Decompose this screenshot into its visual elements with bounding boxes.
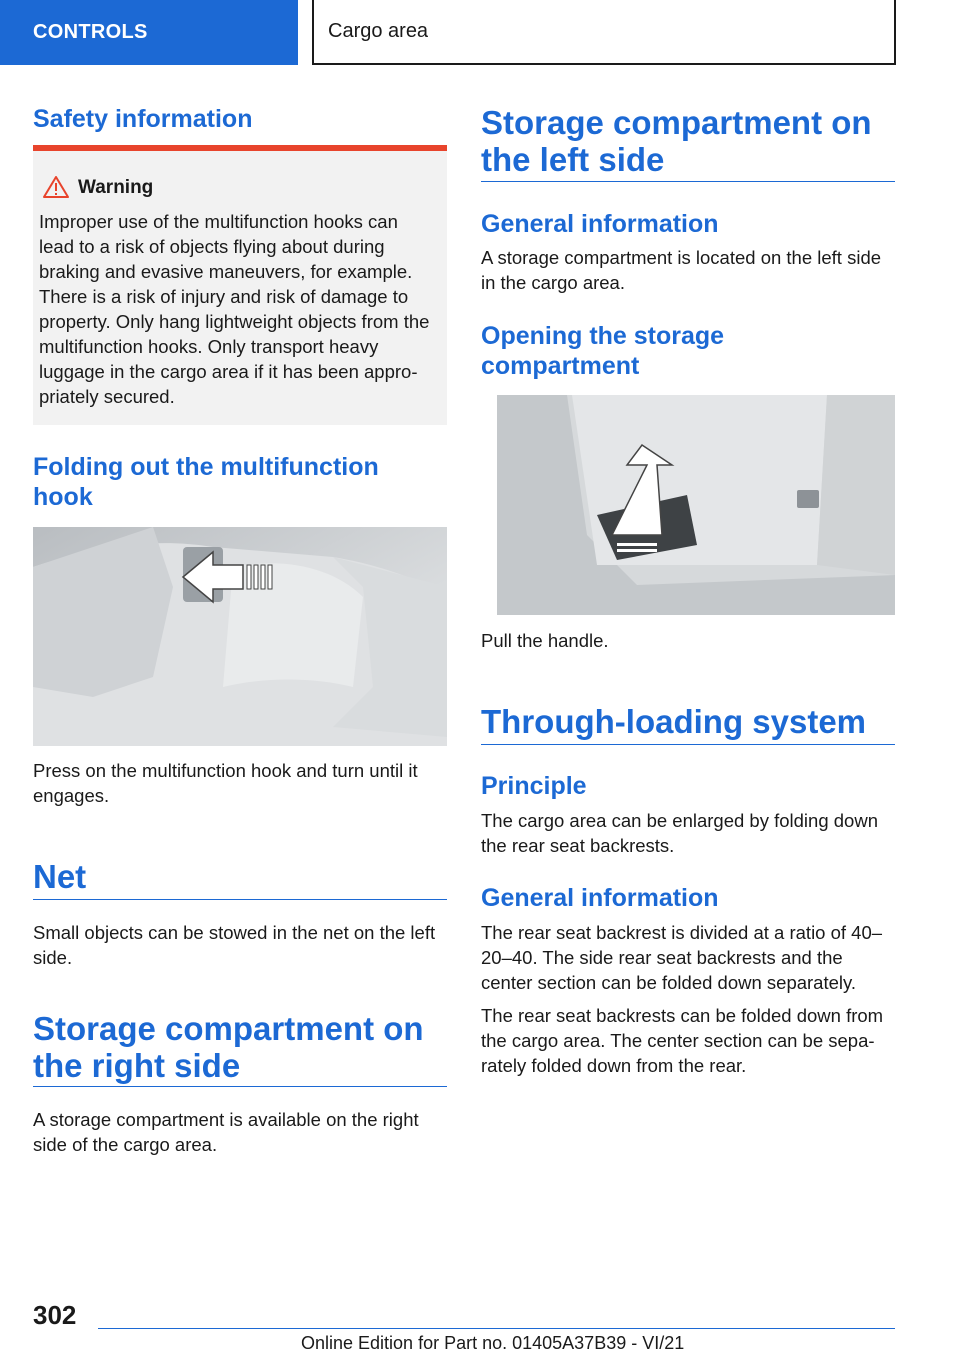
general2-text-2: The rear seat backrests can be folded down from the cargo area. The center section can be sepa-rately folded down from the rear.	[481, 1005, 884, 1076]
warning-box	[33, 145, 447, 425]
opening-text: Pull the handle.	[481, 630, 609, 651]
net-text: Small objects can be stowed in the net on the left side.	[33, 922, 436, 968]
warning-title: Warning	[78, 177, 154, 198]
cargo-photo-illustration	[33, 527, 447, 746]
storage-right-rule	[33, 1086, 447, 1087]
general-heading: General information	[481, 210, 719, 238]
storage-photo-illustration	[497, 395, 895, 615]
through-loading-heading: Through-loading system	[481, 703, 867, 740]
safety-heading: Safety information	[33, 105, 253, 133]
general2-heading: General information	[481, 884, 719, 912]
folding-text: Press on the multifunction hook and turn until it engages.	[33, 760, 418, 806]
folding-heading: Folding out the multifunction hook	[33, 453, 379, 511]
warning-icon	[42, 175, 70, 199]
general-text: A storage compartment is located on the left side in the cargo area.	[481, 247, 882, 293]
warning-text: Improper use of the multifunction hooks can lead to a risk of objects flying about during braking and evasive maneuvers, for example. There is a risk of injury and risk of damage to property. Only hang lightweight objects from the multifunction hooks. Only transport heavy luggage in the cargo area if it has been appro-priately secured.	[39, 211, 430, 407]
chapter-title: Cargo area	[328, 20, 429, 42]
multifunction-hook-image	[33, 527, 447, 746]
storage-right-heading: Storage compartment on the right side	[33, 1010, 424, 1084]
general2-text-1: The rear seat backrest is divided at a ratio of 40–20–40. The side rear seat backrests and the center section can be folded down separately.	[481, 922, 883, 993]
section-label: CONTROLS	[33, 21, 148, 43]
storage-compartment-image	[497, 395, 895, 615]
net-heading: Net	[33, 858, 87, 895]
principle-heading: Principle	[481, 772, 587, 800]
net-rule	[33, 899, 447, 900]
page-header	[312, 0, 896, 65]
edition-text: Online Edition for Part no. 01405A37B39 - VI/21	[301, 1333, 685, 1353]
storage-left-heading: Storage compartment on the left side	[481, 104, 872, 178]
storage-right-text: A storage compartment is available on the right side of the cargo area.	[33, 1109, 419, 1155]
principle-text: The cargo area can be enlarged by folding down the rear seat backrests.	[481, 810, 878, 856]
storage-left-rule	[481, 181, 895, 182]
section-tab	[0, 0, 298, 65]
opening-heading: Opening the storage compartment	[481, 322, 725, 380]
through-loading-rule	[481, 744, 895, 745]
page-number: 302	[33, 1300, 77, 1330]
footer-rule	[98, 1328, 895, 1329]
